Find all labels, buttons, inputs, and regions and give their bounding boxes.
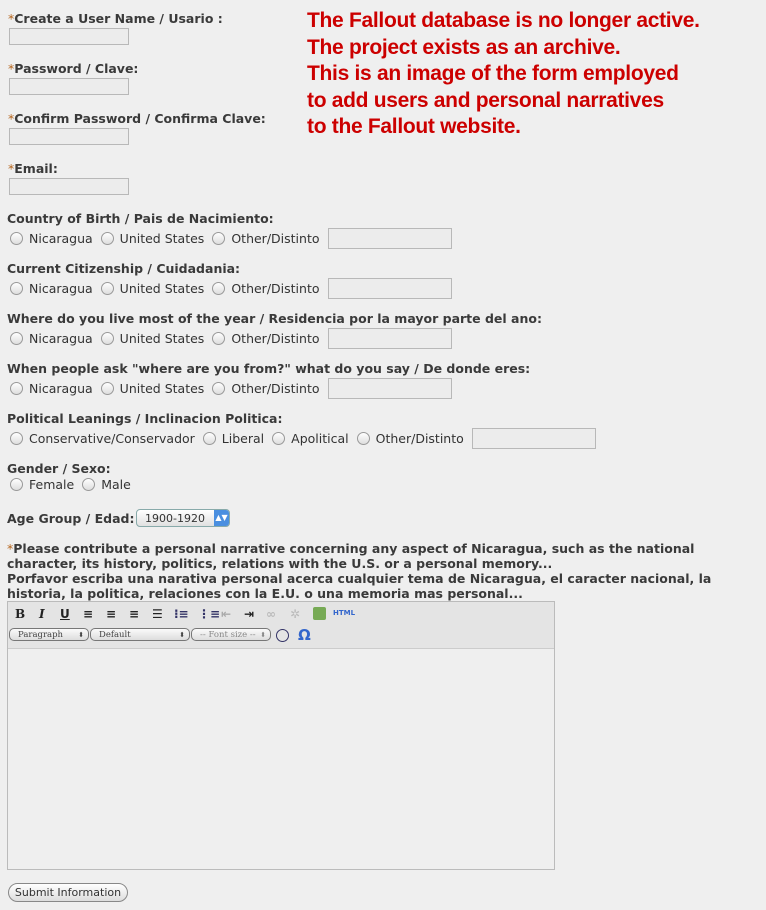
outdent-icon[interactable]: ⇤ (221, 607, 232, 621)
option-label: Other/Distinto (375, 431, 464, 446)
option-label: United States (119, 331, 205, 346)
other-input[interactable] (328, 228, 452, 249)
radio[interactable] (212, 282, 225, 295)
radio[interactable] (10, 382, 23, 395)
narrative-editor[interactable] (7, 601, 555, 870)
bullet-list-icon[interactable]: ⁝≡ (174, 607, 189, 621)
email-label-text: Email: (14, 161, 58, 176)
radio[interactable] (10, 432, 23, 445)
radio[interactable] (203, 432, 216, 445)
username-label (8, 11, 223, 26)
numbered-list-icon[interactable]: ⋮≡ (198, 607, 221, 621)
gender-group (8, 477, 137, 492)
radio[interactable] (212, 232, 225, 245)
option-label: Nicaragua (29, 281, 93, 296)
select-arrows-icon: ⬍ (78, 631, 84, 639)
other-input[interactable] (328, 278, 452, 299)
country-birth-label: Country of Birth / Pais de Nacimiento: (7, 211, 274, 226)
radio[interactable] (272, 432, 285, 445)
select-arrows-icon: ⬍ (260, 631, 266, 639)
editor-toolbar (8, 602, 554, 649)
bold-button[interactable]: B (15, 607, 26, 621)
radio[interactable] (101, 382, 114, 395)
from-label: When people ask "where are you from?" what do you say / De donde eres: (7, 361, 531, 376)
country-birth-group (8, 228, 452, 249)
option-label: Liberal (221, 431, 265, 446)
radio[interactable] (10, 232, 23, 245)
confirm-label-text: Confirm Password / Confirma Clave: (14, 111, 266, 126)
select-arrows-icon: ⬍ (179, 631, 185, 639)
option-label: United States (119, 231, 205, 246)
indent-icon[interactable]: ⇥ (244, 607, 255, 621)
option-label: Apolitical (291, 431, 349, 446)
font-select[interactable] (90, 628, 190, 641)
radio[interactable] (101, 232, 114, 245)
font-size-value: -- Font size -- (200, 630, 256, 640)
link-icon[interactable]: ∞ (266, 607, 276, 621)
select-arrows-icon: ▲▼ (214, 510, 229, 526)
option-label: Nicaragua (29, 331, 93, 346)
format-select[interactable] (9, 628, 89, 641)
radio[interactable] (10, 282, 23, 295)
radio[interactable] (357, 432, 370, 445)
from-group (8, 378, 452, 399)
align-center-icon[interactable]: ≡ (106, 607, 117, 621)
justify-icon[interactable]: ☰ (152, 607, 163, 621)
email-input[interactable] (9, 178, 129, 195)
other-input[interactable] (328, 378, 452, 399)
color-picker-icon[interactable] (276, 629, 289, 642)
password-input[interactable] (9, 78, 129, 95)
radio[interactable] (82, 478, 95, 491)
notice-line: The project exists as an archive. (307, 35, 621, 59)
citizenship-group (8, 278, 452, 299)
political-group (8, 428, 596, 449)
confirm-label (8, 111, 266, 126)
underline-button[interactable]: U (60, 607, 70, 621)
radio[interactable] (10, 478, 23, 491)
html-button[interactable]: HTML (333, 609, 356, 617)
option-label: Nicaragua (29, 231, 93, 246)
other-input[interactable] (328, 328, 452, 349)
notice-line: to the Fallout website. (307, 115, 521, 138)
option-label: Other/Distinto (231, 231, 320, 246)
notice-line: This is an image of the form employed (307, 62, 679, 85)
special-char-button[interactable]: Ω (298, 626, 311, 644)
align-left-icon[interactable]: ≡ (83, 607, 94, 621)
required-mark: * (8, 61, 15, 76)
unlink-icon[interactable]: ✲ (290, 607, 301, 621)
format-value: Paragraph (18, 630, 64, 640)
password-label-text: Password / Clave: (14, 61, 139, 76)
required-mark: * (8, 161, 15, 176)
narrative-label-es: Porfavor escriba una narativa personal acerca cualquier tema de Nicaragua, el caracter nacional, la historia, la politica, relaciones con la E.U. o una memoria mas personal... (7, 571, 712, 601)
option-label: United States (119, 281, 205, 296)
required-mark: * (8, 111, 15, 126)
radio[interactable] (101, 332, 114, 345)
required-mark: * (7, 541, 14, 556)
option-label: United States (119, 381, 205, 396)
email-label (8, 161, 58, 176)
radio[interactable] (10, 332, 23, 345)
citizenship-label: Current Citizenship / Cuidadania: (7, 261, 241, 276)
age-select[interactable] (136, 509, 230, 527)
option-label: Other/Distinto (231, 331, 320, 346)
option-label: Male (101, 477, 131, 492)
italic-button[interactable]: I (39, 607, 45, 621)
confirm-password-input[interactable] (9, 128, 129, 145)
narrative-label (7, 541, 762, 601)
font-value: Default (99, 630, 131, 640)
image-icon[interactable] (313, 607, 326, 620)
age-label: Age Group / Edad: (7, 511, 135, 526)
font-size-select[interactable] (191, 628, 271, 641)
narrative-label-en: Please contribute a personal narrative concerning any aspect of Nicaragua, such as the national character, its history, politics, relations with the U.S. or a personal memory... (7, 541, 695, 571)
residence-label: Where do you live most of the year / Residencia por la mayor parte del ano: (7, 311, 542, 326)
required-mark: * (8, 11, 15, 26)
option-label: Other/Distinto (231, 281, 320, 296)
radio[interactable] (212, 332, 225, 345)
username-input[interactable] (9, 28, 129, 45)
residence-group (8, 328, 452, 349)
archive-notice (307, 8, 700, 141)
option-label: Other/Distinto (231, 381, 320, 396)
notice-line: to add users and personal narratives (307, 88, 664, 112)
align-right-icon[interactable]: ≡ (129, 607, 140, 621)
other-input[interactable] (472, 428, 596, 449)
gender-label: Gender / Sexo: (7, 461, 111, 476)
password-label (8, 61, 138, 76)
radio[interactable] (212, 382, 225, 395)
radio[interactable] (101, 282, 114, 295)
age-value: 1900-1920 (145, 512, 205, 525)
political-label: Political Leanings / Inclinacion Politica: (7, 411, 283, 426)
option-label: Conservative/Conservador (29, 431, 195, 446)
username-label-text: Create a User Name / Usario : (14, 11, 223, 26)
notice-line: The Fallout database is no longer active. (307, 9, 700, 32)
option-label: Nicaragua (29, 381, 93, 396)
submit-button[interactable]: Submit Information (8, 883, 128, 902)
option-label: Female (29, 477, 75, 492)
